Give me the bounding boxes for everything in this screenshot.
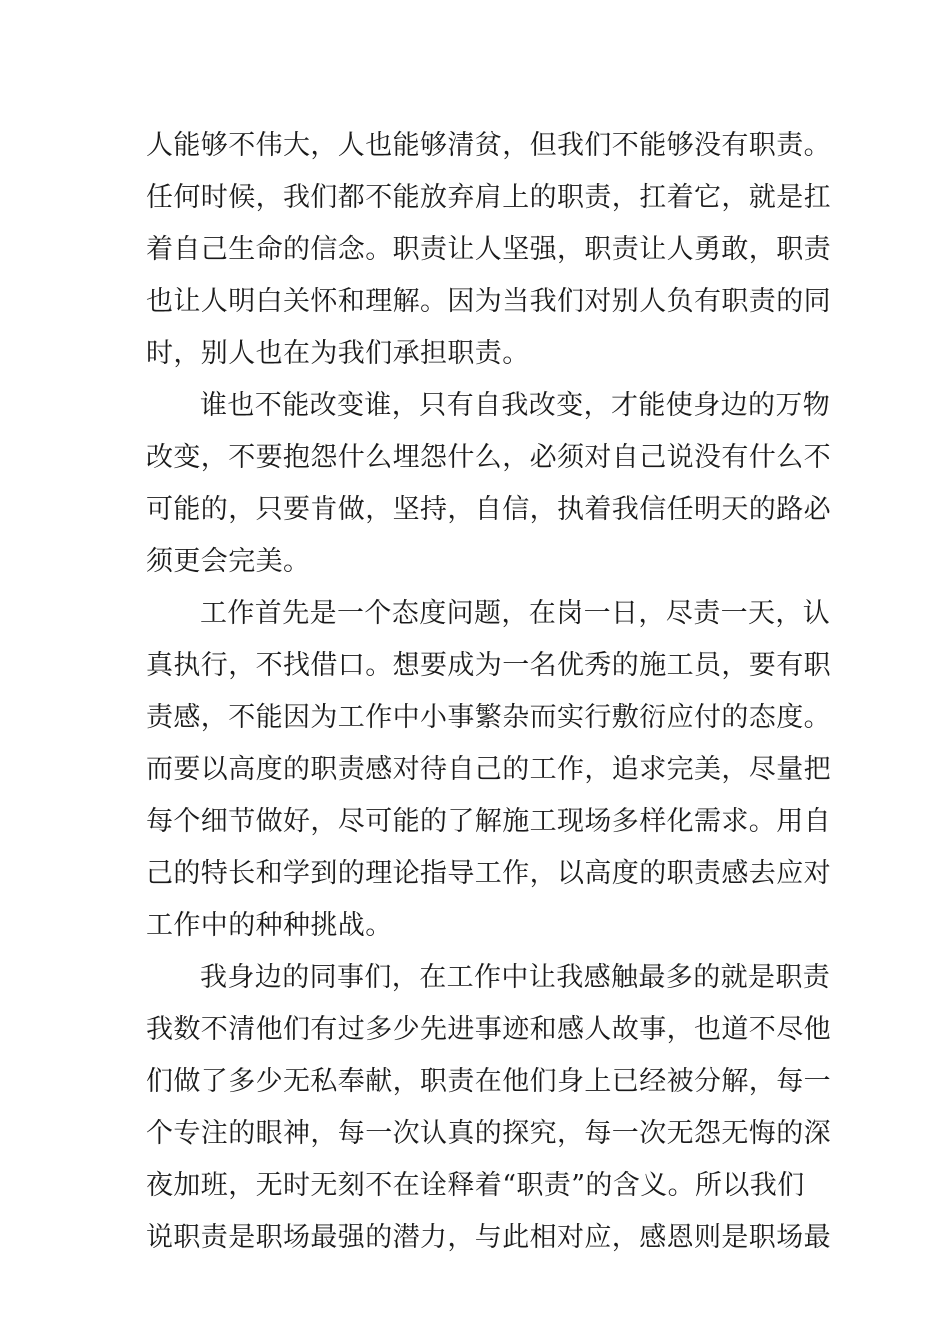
paragraph-4: [146, 952, 831, 1264]
text-line: 工作首先是一个态度问题，在岗一日，尽责一天，认: [200, 598, 831, 629]
paragraph-3: [146, 588, 831, 952]
text-line: 时，别人也在为我们承担职责。: [146, 338, 530, 369]
text-line: 己的特长和学到的理论指导工作，以高度的职责感去应对: [146, 858, 831, 889]
text-line: 须更会完美。: [146, 546, 311, 577]
text-line: 也让人明白关怀和理解。因为当我们对别人负有职责的同: [146, 286, 831, 317]
text-line: 改变，不要抱怨什么埋怨什么，必须对自己说没有什么不: [146, 442, 831, 473]
text-line: 工作中的种种挑战。: [146, 910, 393, 941]
document-body: [146, 120, 831, 1264]
text-line: 们做了多少无私奉献，职责在他们身上已经被分解，每一: [146, 1066, 831, 1097]
text-line: 着自己生命的信念。职责让人坚强，职责让人勇敢，职责: [146, 234, 831, 265]
text-line: 每个细节做好，尽可能的了解施工现场多样化需求。用自: [146, 806, 831, 837]
text-line: 谁也不能改变谁，只有自我改变，才能使身边的万物: [200, 390, 831, 421]
text-line: 真执行，不找借口。想要成为一名优秀的施工员，要有职: [146, 650, 831, 681]
text-line: 说职责是职场最强的潜力，与此相对应，感恩则是职场最: [146, 1222, 831, 1253]
text-line: 我身边的同事们，在工作中让我感触最多的就是职责: [200, 962, 831, 993]
text-line: 而要以高度的职责感对待自己的工作，追求完美，尽量把: [146, 754, 831, 785]
text-line: 人能够不伟大，人也能够清贫，但我们不能够没有职责。: [146, 130, 831, 161]
text-line: 任何时候，我们都不能放弃肩上的职责，扛着它，就是扛: [146, 182, 831, 213]
paragraph-1: [146, 120, 831, 380]
text-line: 可能的，只要肯做，坚持，自信，执着我信任明天的路必: [146, 494, 831, 525]
text-line: 个专注的眼神，每一次认真的探究，每一次无怨无悔的深: [146, 1118, 831, 1149]
text-line: 夜加班，无时无刻不在诠释着“职责”的含义。所以我们: [146, 1170, 805, 1201]
text-line: 我数不清他们有过多少先进事迹和感人故事，也道不尽他: [146, 1014, 831, 1045]
paragraph-2: [146, 380, 831, 588]
text-line: 责感，不能因为工作中小事繁杂而实行敷衍应付的态度。: [146, 702, 831, 733]
